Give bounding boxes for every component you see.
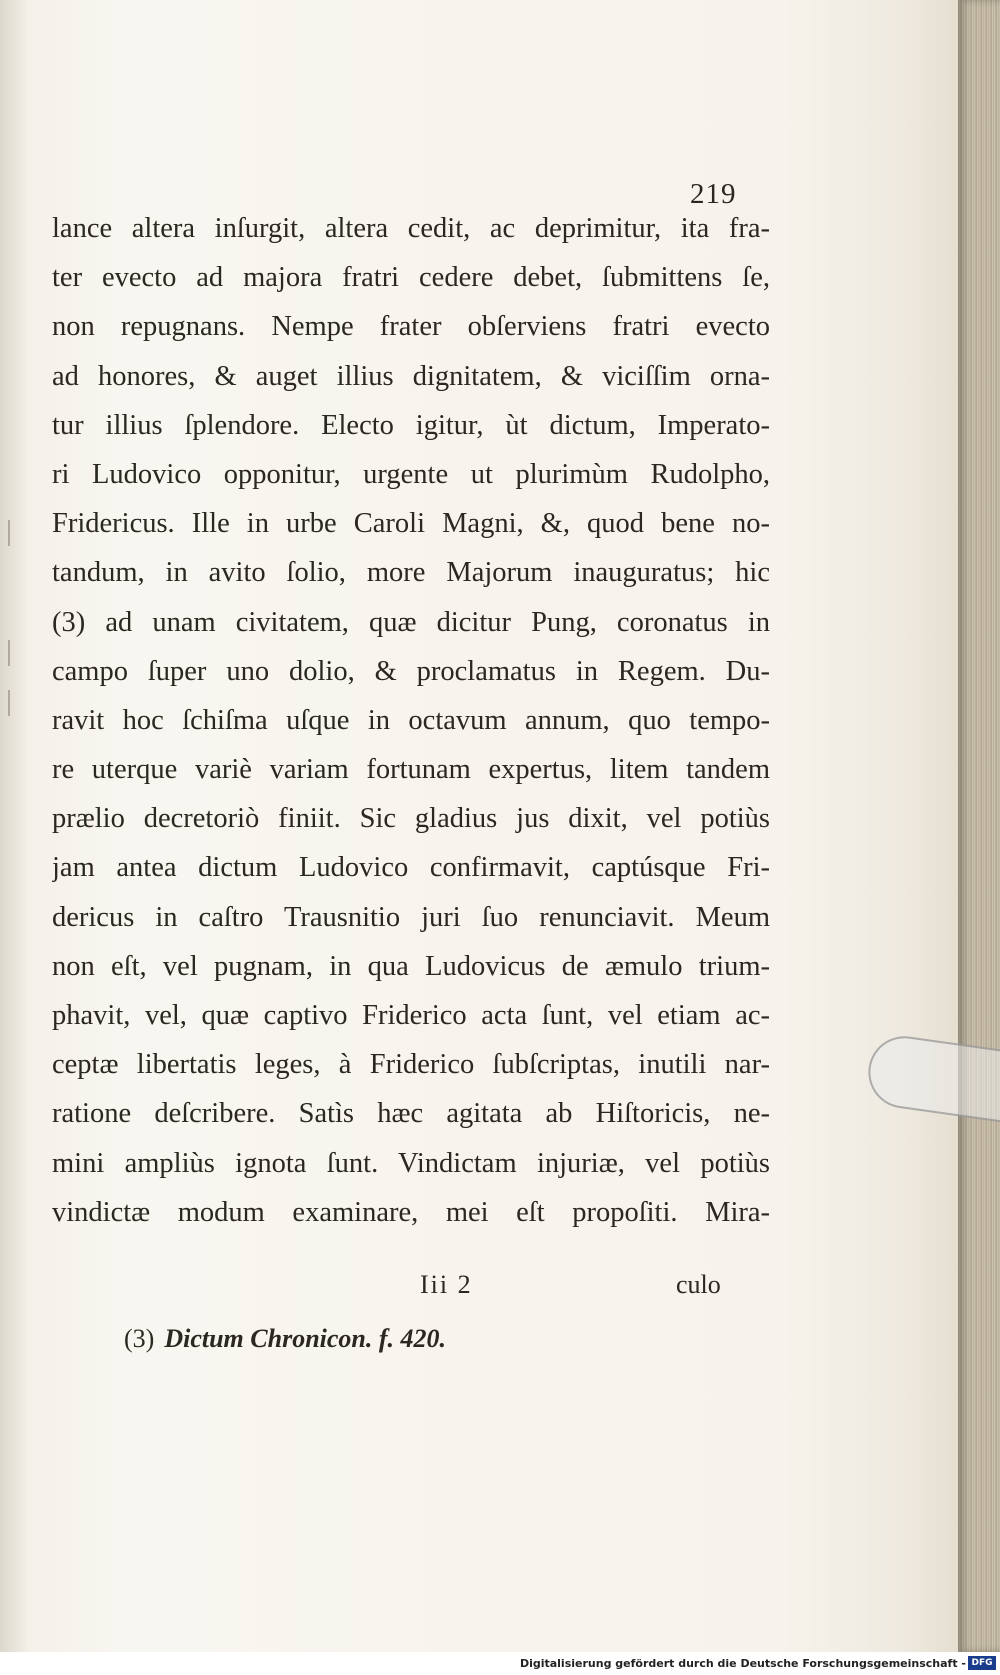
text-line: ceptæ libertatis leges, à Friderico ſubſcriptas, inutili nar-: [52, 1049, 770, 1081]
text-line: ter evecto ad majora fratri cedere debet, ſubmittens ſe,: [52, 262, 770, 294]
text-line: ravit hoc ſchiſma uſque in octavum annum, quo tempo-: [52, 704, 770, 736]
text-line: Fridericus. Ille in urbe Caroli Magni, &, quod bene no-: [52, 508, 770, 540]
text-line: tandum, in avito ſolio, more Majorum inauguratus; hic: [52, 557, 770, 589]
footnote: [124, 1324, 446, 1354]
text-line: vindictæ modum examinare, mei eſt propoſiti. Mira-: [52, 1196, 770, 1228]
signature-mark: Iii 2: [420, 1270, 473, 1299]
page-number: 219: [690, 178, 737, 210]
text-line: campo ſuper uno dolio, & proclamatus in Regem. Du-: [52, 655, 770, 687]
text-line: non eſt, vel pugnam, in qua Ludovicus de æmulo trium-: [52, 950, 770, 982]
text-line: ad honores, & auget illius dignitatem, & viciſſim orna-: [52, 360, 770, 392]
text-line: mini ampliùs ignota ſunt. Vindictam injuriæ, vel potiùs: [52, 1147, 770, 1179]
text-line: dericus in caſtro Trausnitio juri ſuo renunciavit. Meum: [52, 901, 770, 933]
text-line: (3) ad unam civitatem, quæ dicitur Pung, coronatus in: [52, 606, 770, 638]
book-edge: [958, 0, 1000, 1652]
show-through-mark: [8, 520, 18, 546]
text-line: lance altera inſurgit, altera cedit, ac deprimitur, ita fra-: [52, 213, 770, 244]
text-line: non repugnans. Nempe frater obſerviens fratri evecto: [52, 311, 770, 343]
text-line: phavit, vel, quæ captivo Friderico acta ſunt, vel etiam ac-: [52, 1000, 770, 1031]
footnote-marker: (3): [124, 1324, 155, 1353]
dfg-logo: DFG: [968, 1656, 996, 1670]
text-line: re uterque variè variam fortunam expertus, litem tandem: [52, 754, 770, 786]
text-line: ratione deſcribere. Satìs hæc agitata ab Hiſtoricis, ne-: [52, 1098, 770, 1130]
text-line: tur illius ſplendore. Electo igitur, ùt dictum, Imperato-: [52, 409, 770, 441]
digitization-credit: Digitalisierung gefördert durch die Deutsche Forschungsgemeinschaft -: [519, 1657, 966, 1670]
text-line: ri Ludovico opponitur, urgente ut plurimùm Rudolpho,: [52, 458, 770, 490]
text-line: jam antea dictum Ludovico confirmavit, captúsque Fri-: [52, 852, 770, 884]
body-text: [52, 204, 770, 1237]
footnote-text: Dictum Chronicon. f. 420.: [164, 1324, 447, 1353]
catchword: culo: [676, 1270, 721, 1299]
show-through-mark: [8, 640, 18, 666]
text-line: prælio decretoriò finiit. Sic gladius jus dixit, vel potiùs: [52, 803, 770, 835]
show-through-mark: [8, 690, 18, 716]
